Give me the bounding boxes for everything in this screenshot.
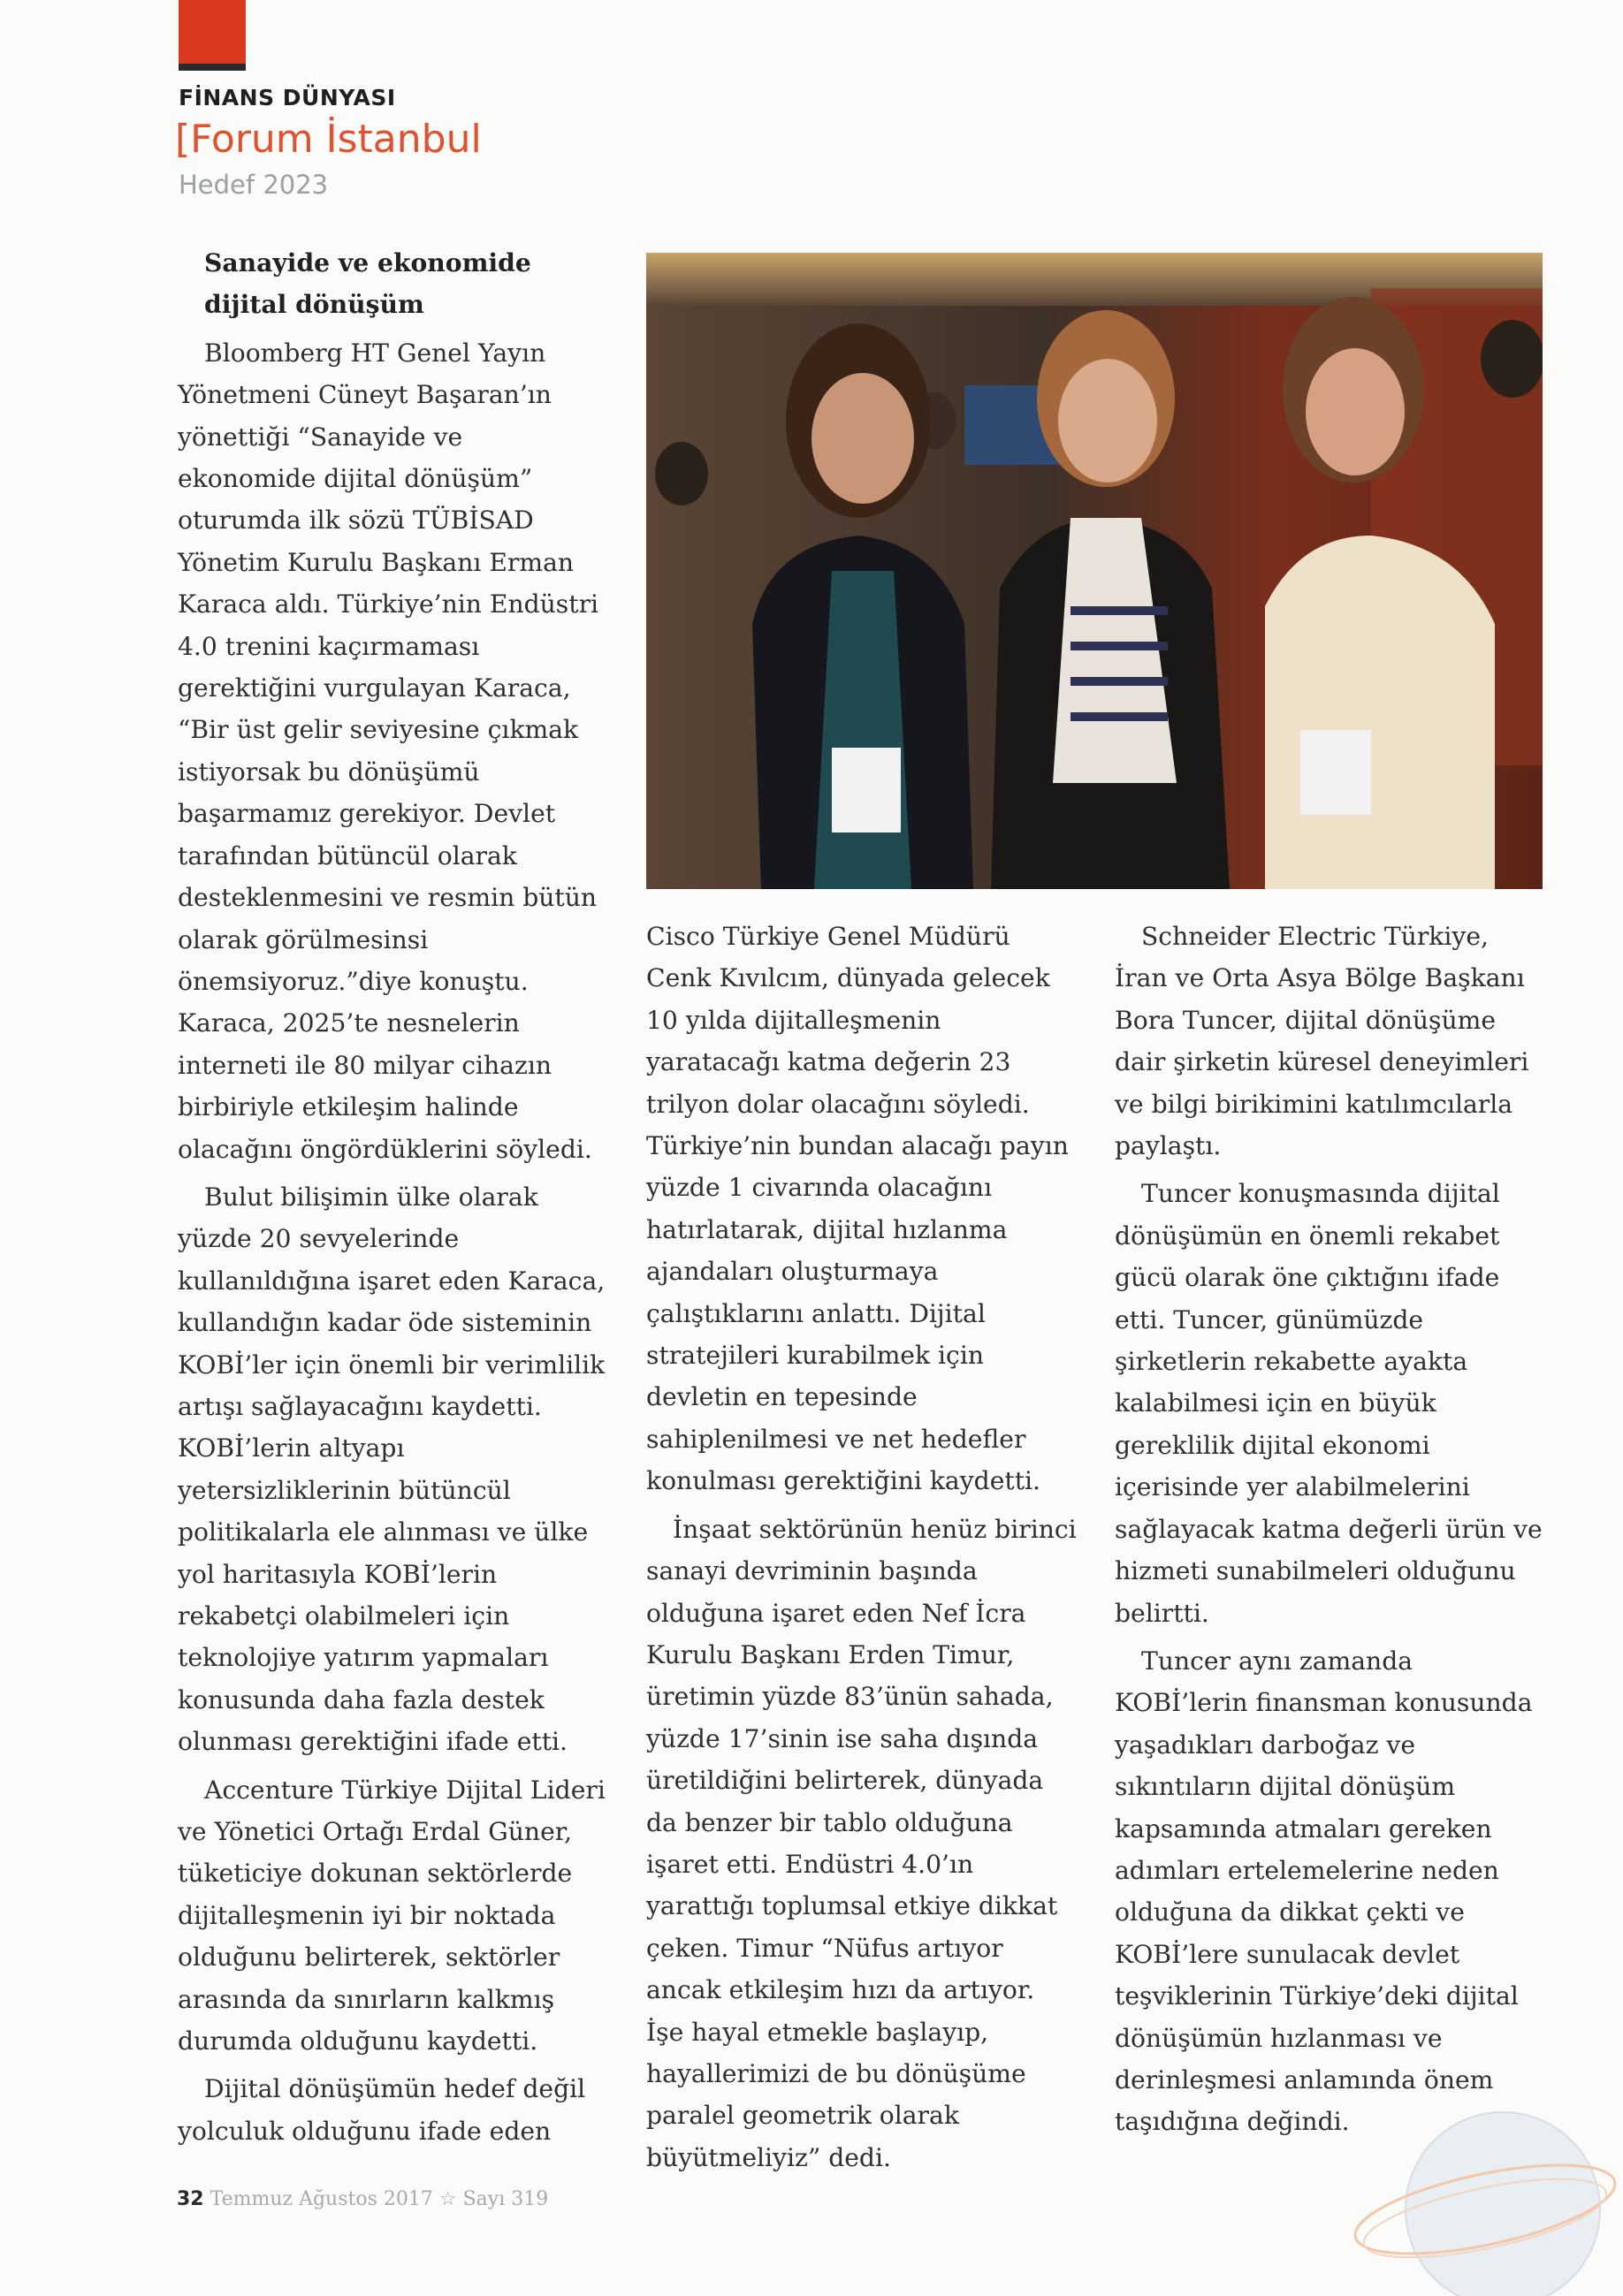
paragraph: İnşaat sektörünün henüz birinci sanayi devriminin başında olduğuna işaret eden Nef İcra Kurulu Başkanı Erden Timur, üretimin yüzde 83’ünün sahada, yüzde 17’sinin ise saha dışında üretildiğini belirterek, dünyada da benzer bir tablo olduğuna işaret etti. Endüstri 4.0’ın yarattığı toplumsal etkiye dikkat çeken. Timur “Nüfus artıyor ancak etkileşim hızı da artıyor. İşe hayal etmekle başlayıp, hayallerimizi de bu dönüşüme paralel geometrik olarak büyütmeliyiz” dedi. — [646, 1514, 1077, 2172]
paragraph: Bulut bilişimin ülke olarak yüzde 20 sevyelerinde kullanıldığına işaret eden Karaca, kullandığın kadar öde sisteminin KOBİ’ler için önemli bir verimlilik artışı sağlayacağını kaydetti. KOBİ’lerin altyapı yetersizliklerinin bütüncül politikalarla ele alınması ve ülke yol haritasıyla KOBİ’lerin rekabetçi olabilmeleri için teknolojiye yatırım yapmaları konusunda daha fazla destek olunması gerektiğini ifade etti. — [178, 1182, 606, 1757]
paragraph: Bloomberg HT Genel Yayın Yönetmeni Cüneyt Başaran’ın yönettiği “Sanayide ve ekonomide dijital dönüşüm” oturumda ilk sözü TÜBİSAD Yönetim Kurulu Başkanı Erman Karaca aldı. Türkiye’nin Endüstri 4.0 trenini kaçırmaması gerektiğini vurgulayan Karaca, “Bir üst gelir seviyesine çıkmak istiyorsak bu dönüşümü başarmamız gerekiyor. Devlet tarafından bütüncül olarak desteklenmesini ve resmin bütün olarak görülmesinsi önemsiyoruz.”diye konuştu. Karaca, 2025’te nesnelerin interneti ile 80 milyar cihazın birbiriyle etkileşim halinde olacağını öngördüklerini söyledi. — [178, 338, 599, 1164]
article-heading — [178, 242, 607, 326]
paragraph: Tuncer aynı zamanda KOBİ’lerin finansman konusunda yaşadıkları darboğaz ve sıkıntıların dijital dönüşüm kapsamında atmaları gereken adımları ertelemelerine neden olduğuna da dikkat çekti ve KOBİ’lere sunulacak devlet teşviklerinin Türkiye’deki dijital dönüşümün hızlanması ve derinleşmesi anlamında önem taşıdığına değindi. — [1115, 1646, 1533, 2137]
event-photo — [646, 253, 1543, 889]
article-heading-line-1: Sanayide ve ekonomide — [204, 248, 531, 277]
page-title: [Forum İstanbul — [175, 117, 482, 162]
paragraph: Tuncer konuşmasında dijital dönüşümün en önemli rekabet gücü olarak öne çıktığını ifade etti. Tuncer, günümüzde şirketlerin rekabette ayakta kalabilmesi için en büyük gereklilik dijital ekonomi içerisinde yer alabilmelerini sağlayacak katma değerli ürün ve hizmeti sunabilmeleri olduğunu belirtti. — [1115, 1179, 1543, 1628]
page-number: 32 — [177, 2188, 204, 2210]
decorative-globe-icon — [1352, 2077, 1618, 2296]
paragraph: Dijital dönüşümün hedef değil yolculuk olduğunu ifade eden — [178, 2074, 586, 2146]
article-column-1 — [178, 242, 607, 2158]
paragraph: Accenture Türkiye Dijital Lideri ve Yönetici Ortağı Erdal Güner, tüketiciye dokunan sektörlerde dijitalleşmenin iyi bir noktada olduğunu belirterek, sektörler arasında da sınırların kalkmış durumda olduğunu kaydetti. — [178, 1775, 606, 2057]
paragraph: Cisco Türkiye Genel Müdürü Cenk Kıvılcım, dünyada gelecek 10 yılda dijitalleşmenin yaratacağı katma değerin 23 trilyon dolar olacağını söyledi. Türkiye’nin bundan alacağı payın yüzde 1 civarında olacağını hatırlatarak, dijital hızlanma ajandaları oluşturmaya çalıştıklarını anlattı. Dijital stratejileri kurabilmek için devletin en tepesinde sahiplenilmesi ve net hedefler konulması gerektiğini kaydetti. — [646, 922, 1069, 1496]
article-heading-line-2: dijital dönüşüm — [204, 290, 424, 320]
paragraph: Schneider Electric Türkiye, İran ve Orta Asya Bölge Başkanı Bora Tuncer, dijital dönüşüme dair şirketin küresel deneyimleri ve bilgi birikimini katılımcılarla paylaştı. — [1115, 922, 1529, 1161]
article-column-3 — [1115, 916, 1548, 2149]
section-label: FİNANS DÜNYASI — [179, 85, 396, 110]
page-subtitle: Hedef 2023 — [179, 170, 329, 200]
issue-info: Temmuz Ağustos 2017 ☆ Sayı 319 — [210, 2188, 549, 2210]
header-bar-shadow — [179, 64, 246, 71]
article-column-2 — [646, 916, 1079, 2185]
header-red-bar — [179, 0, 246, 64]
event-photo-illustration — [646, 253, 1543, 889]
page-footer — [177, 2188, 548, 2210]
